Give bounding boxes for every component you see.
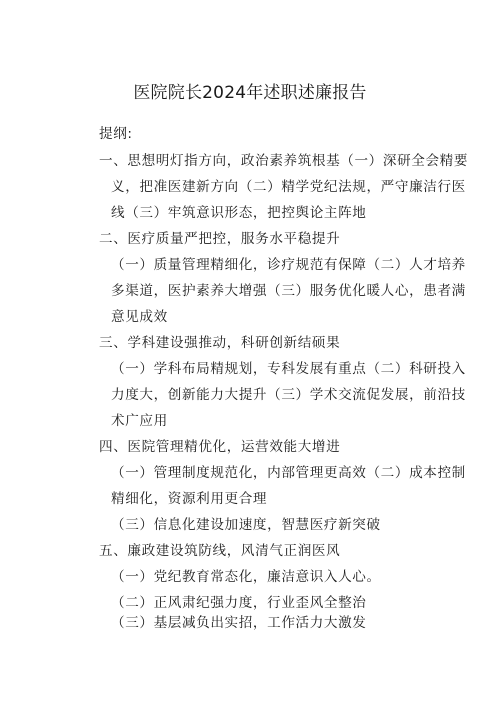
- section-2-line-2: 多渠道，医护素养大增强（三）服务优化暖人心，患者满: [111, 283, 466, 299]
- section-2-line-1: （一）质量管理精细化，诊疗规范有保障（二）人才培养: [111, 257, 466, 273]
- section-4-heading: 四、医院管理精优化，运营效能大增进: [99, 439, 341, 455]
- section-4-line-3: （三）信息化建设加速度，智慧医疗新突破: [111, 517, 381, 533]
- section-1-heading: 一、思想明灯指方向，政治素养筑根基（一）深研全会精要: [99, 153, 469, 169]
- section-4-line-2: 精细化，资源利用更合理: [111, 491, 268, 507]
- section-5-heading: 五、廉政建设筑防线，风清气正润医风: [99, 543, 341, 559]
- section-3-line-3: 术广应用: [111, 413, 168, 429]
- section-5-line-2: （二）正风肃纪强力度，行业歪风全整治: [111, 595, 367, 611]
- section-2-heading: 二、医疗质量严把控，服务水平稳提升: [99, 231, 341, 247]
- section-5-line-1: （一）党纪教育常态化，廉洁意识入人心。: [111, 569, 381, 585]
- section-1-line-3: 线（三）牢筑意识形态，把控舆论主阵地: [111, 205, 367, 221]
- section-4-line-1: （一）管理制度规范化，内部管理更高效（二）成本控制: [111, 465, 466, 481]
- outline-label: 提纲:: [99, 126, 133, 142]
- report-title: 医院院长2024年述职述廉报告: [133, 83, 367, 103]
- section-3-line-2: 力度大，创新能力大提升（三）学术交流促发展，前沿技: [111, 387, 466, 403]
- section-2-line-3: 意见成效: [111, 309, 168, 325]
- section-1-line-2: 义，把准医建新方向（二）精学党纪法规，严守廉洁行医: [111, 179, 466, 195]
- section-3-line-1: （一）学科布局精规划，专科发展有重点（二）科研投入: [111, 361, 466, 377]
- section-3-heading: 三、学科建设强推动，科研创新结硕果: [99, 335, 341, 351]
- section-5-line-3: （三）基层减负出实招，工作活力大激发: [111, 615, 367, 631]
